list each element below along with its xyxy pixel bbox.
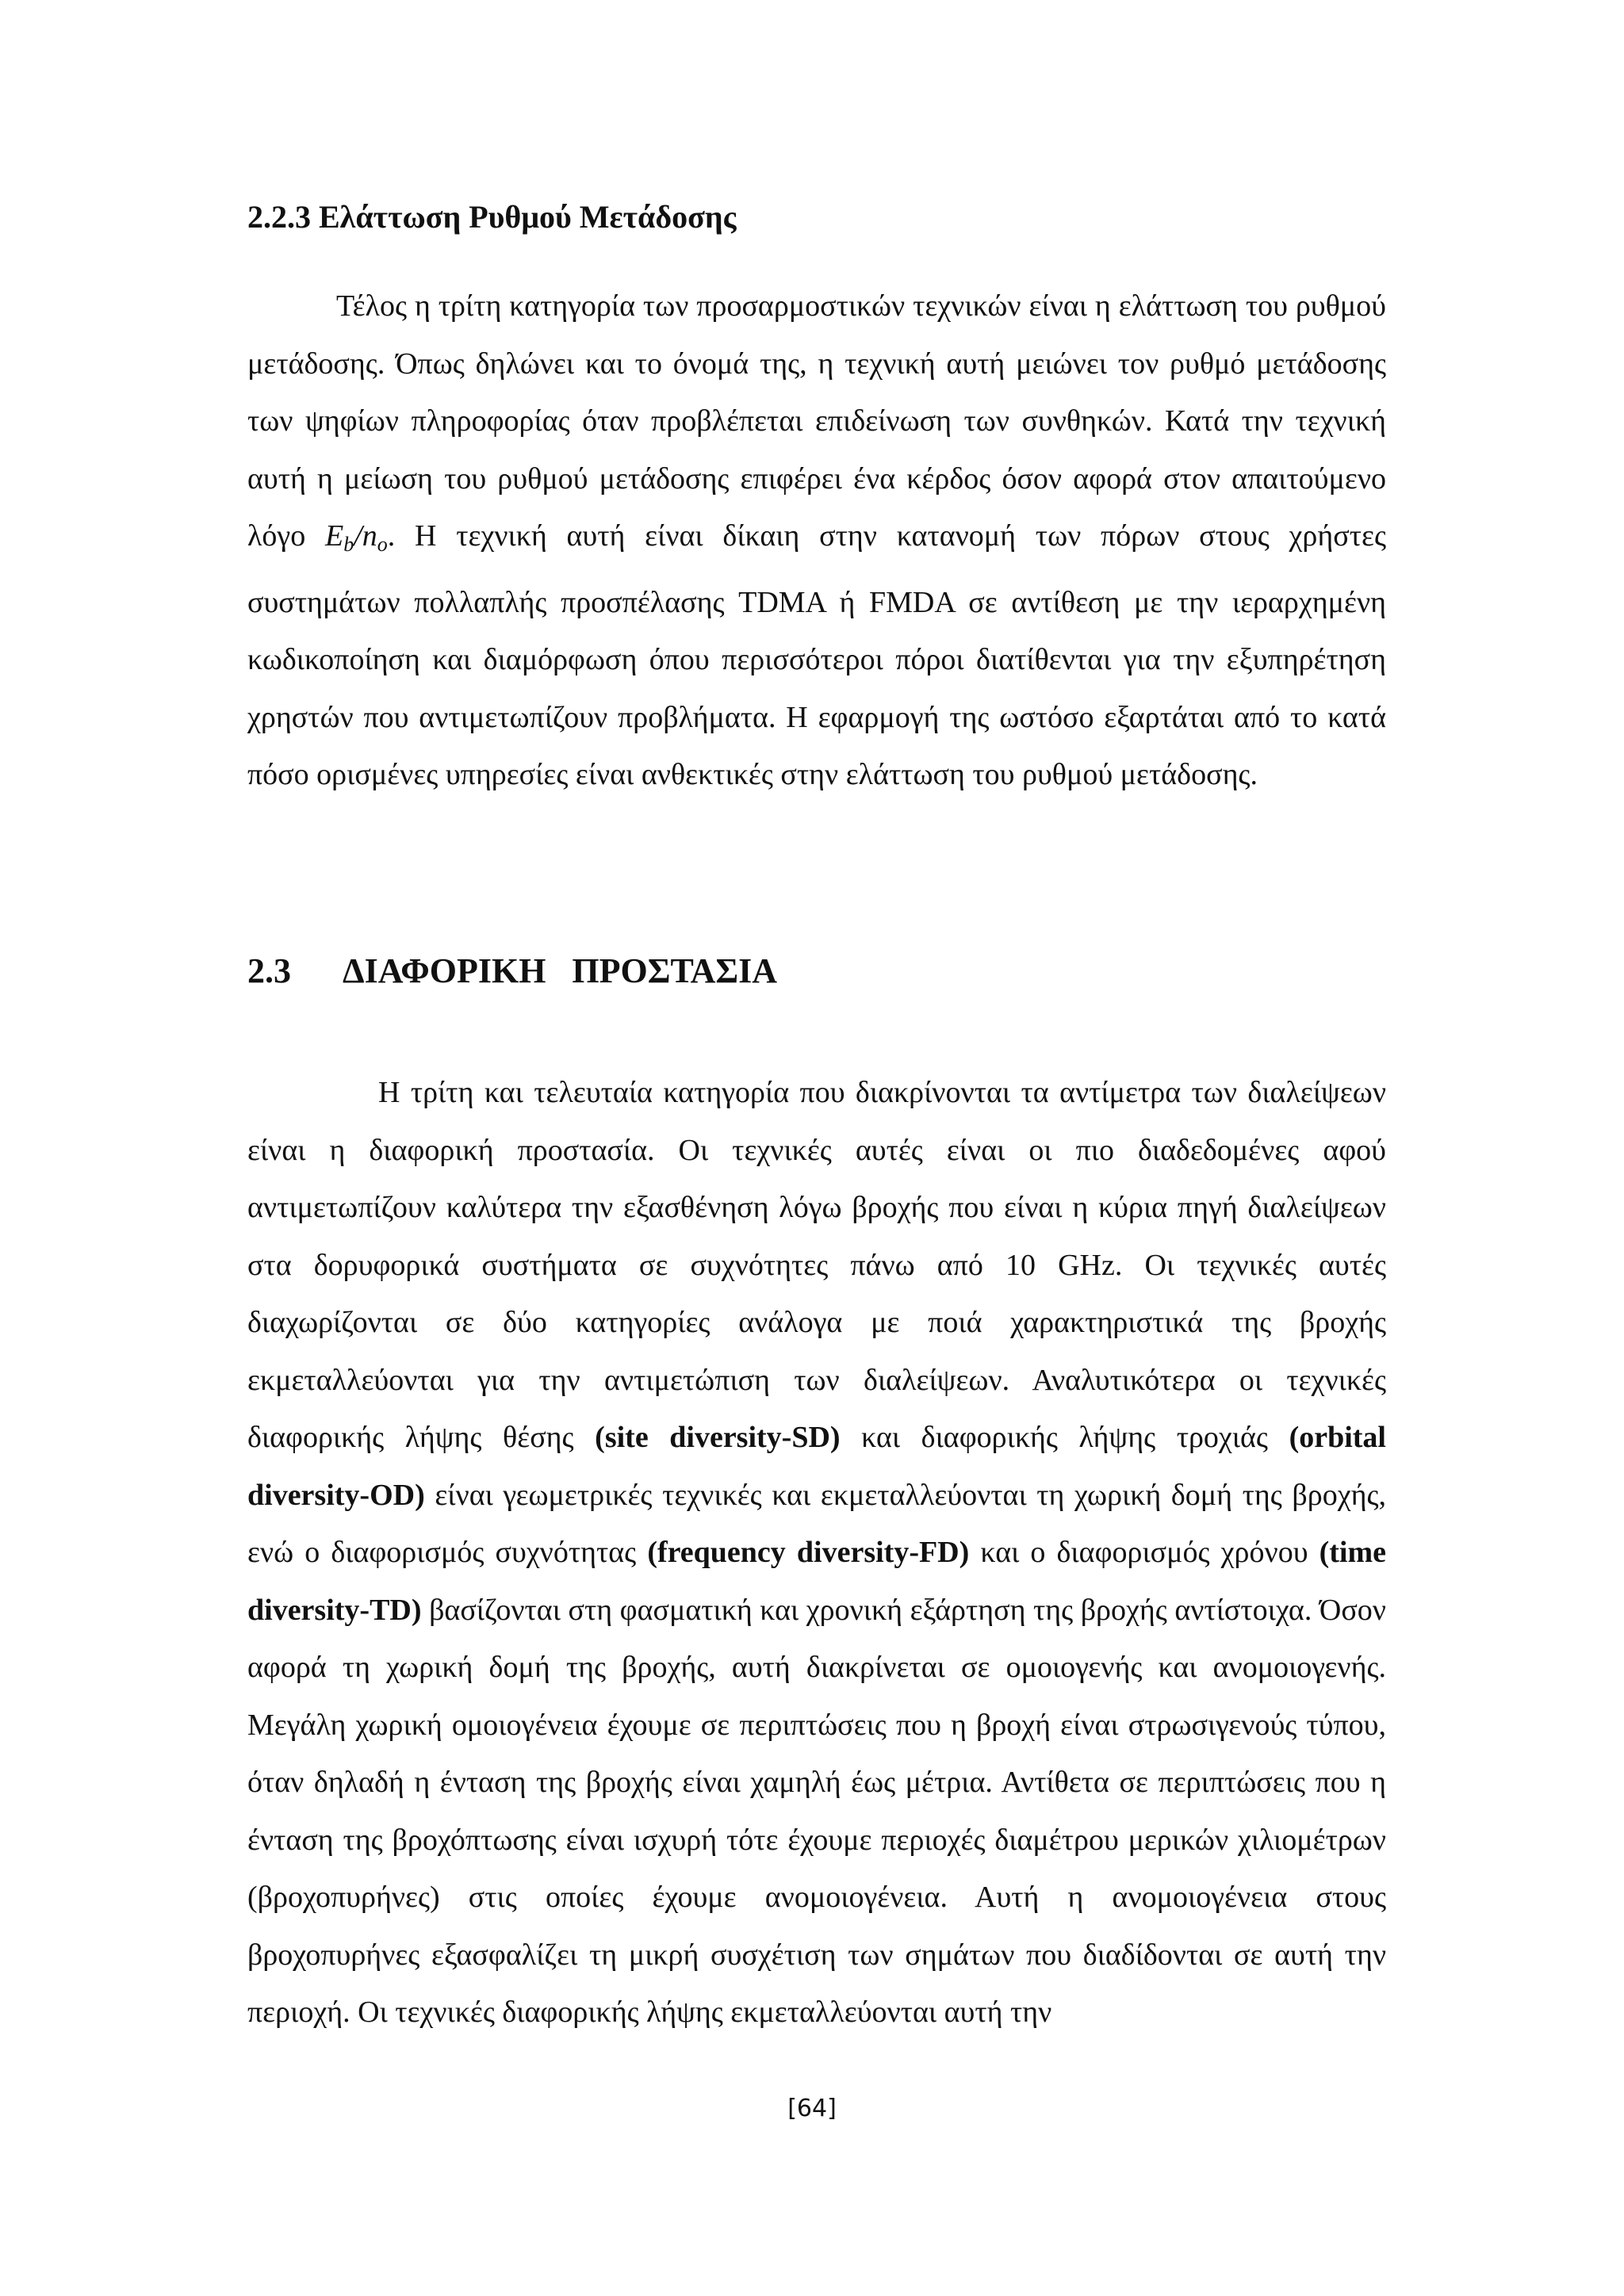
n-subscript: o	[377, 533, 388, 556]
paragraph-text: είναι γεωμετρικές τεχνικές και εκμεταλλεύονται τη χωρική δομή της βροχής, ενώ ο διαφορισμός συχνότητας	[247, 1478, 1386, 1569]
n-symbol: /n	[354, 519, 377, 553]
section-heading-2-2-3: 2.2.3 Ελάττωση Ρυθμού Μετάδοσης	[247, 199, 737, 235]
paragraph-text: . Η τεχνική αυτή είναι δίκαιη στην κατανομή των πόρων στους χρήστες συστημάτων πολλαπλής προσπέλασης TDMA ή FMDA σε αντίθεση με την ιεραρχημένη κωδικοποίηση και διαμόρφωση όπου περισσότεροι πόροι διατίθενται για την εξυπηρέτηση χρηστών που αντιμετωπίζουν προβλήματα. Η εφαρμογή της ωστόσο εξαρτάται από το κατά πόσο ορισμένες υπηρεσίες είναι ανθεκτικές στην ελάττωση του ρυθμού μετάδοσης.	[247, 519, 1386, 791]
section-heading-2-3	[247, 943, 777, 999]
page-number: [64]	[787, 2095, 837, 2122]
paragraph-text: Τέλος η τρίτη κατηγορία των προσαρμοστικών τεχνικών είναι η ελάττωση του ρυθμού μετάδοσης. Όπως δηλώνει και το όνομά της, η τεχνική αυτή μειώνει τον ρυθμό μετάδοσης των ψηφίων πληροφορίας όταν προβλέπεται επιδείνωση των συνθηκών. Κατά την τεχνική αυτή η μείωση του ρυθμού μετάδοσης επιφέρει ένα κέρδος όσον αφορά στον απαιτούμενο λόγο	[247, 289, 1386, 553]
term-site-diversity: (site diversity-SD)	[595, 1421, 841, 1454]
eb-subscript: b	[343, 533, 354, 556]
section-title: ΔΙΑΦΟΡΙΚΗ ΠΡΟΣΤΑΣΙΑ	[343, 951, 778, 990]
term-orbital-diversity: (orbital diversity-OD)	[247, 1421, 1386, 1512]
paragraph-rate-reduction	[247, 277, 1386, 804]
paragraph-diversity-protection	[247, 1064, 1386, 2042]
eb-symbol: E	[324, 519, 344, 553]
term-frequency-diversity: (frequency diversity-FD)	[647, 1536, 970, 1569]
paragraph-text: Η τρίτη και τελευταία κατηγορία που διακρίνονται τα αντίμετρα των διαλείψεων είναι η διαφορική προστασία. Οι τεχνικές αυτές είναι οι πιο διαδεδομένες αφού αντιμετωπίζουν καλύτερα την εξασθένηση λόγω βροχής που είναι η κύρια πηγή διαλείψεων στα δορυφορικά συστήματα σε συχνότητες πάνω από 10 GHz. Οι τεχνικές αυτές διαχωρίζονται σε δύο κατηγορίες ανάλογα με ποιά χαρακτηριστικά της βροχής εκμεταλλεύονται για την αντιμετώπιση των διαλείψεων. Αναλυτικότερα οι τεχνικές διαφορικής λήψης θέσης	[247, 1076, 1386, 1454]
term-time-diversity: (time diversity-TD)	[247, 1536, 1386, 1627]
section-number: 2.3	[247, 951, 291, 990]
paragraph-text: και ο διαφορισμός χρόνου	[969, 1536, 1320, 1569]
paragraph-text: βασίζονται στη φασματική και χρονική εξάρτηση της βροχής αντίστοιχα. Όσον αφορά τη χωρική δομή της βροχής, αυτή διακρίνεται σε ομοιογενής και ανομοιογενής. Μεγάλη χωρική ομοιογένεια έχουμε σε περιπτώσεις που η βροχή είναι στρωσιγενούς τύπου, όταν δηλαδή η ένταση της βροχής είναι χαμηλή έως μέτρια. Αντίθετα σε περιπτώσεις που η ένταση της βροχόπτωσης είναι ισχυρή τότε έχουμε περιοχές διαμέτρου μερικών χιλιομέτρων (βροχοπυρήνες) στις οποίες έχουμε ανομοιογένεια. Αυτή η ανομοιογένεια στους βροχοπυρήνες εξασφαλίζει τη μικρή συσχέτιση των σημάτων που διαδίδονται σε αυτή την περιοχή. Οι τεχνικές διαφορικής λήψης εκμεταλλεύονται αυτή την	[247, 1593, 1386, 2029]
paragraph-text: και διαφορικής λήψης τροχιάς	[840, 1421, 1289, 1454]
